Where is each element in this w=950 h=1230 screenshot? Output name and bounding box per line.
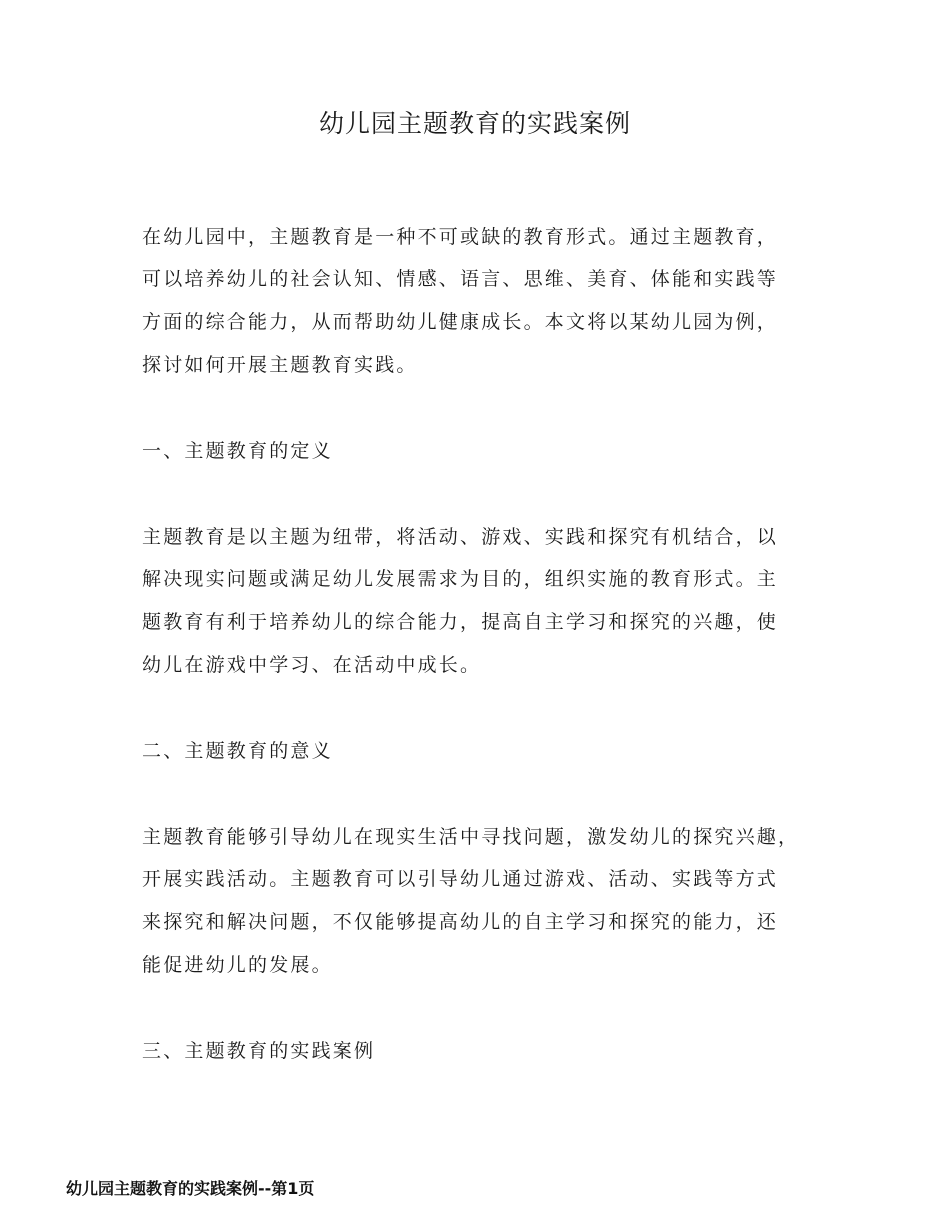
- section-2-heading: 二、主题教育的意义: [142, 740, 333, 762]
- intro-line-2: 可以培养幼儿的社会认知、情感、语言、思维、美育、体能和实践等: [142, 268, 779, 290]
- section-2-line-4: 能促进幼儿的发展。: [142, 954, 333, 976]
- section-1-line-1: 主题教育是以主题为纽带，将活动、游戏、实践和探究有机结合，以: [142, 526, 779, 548]
- intro-line-3: 方面的综合能力，从而帮助幼儿健康成长。本文将以某幼儿园为例，: [142, 311, 779, 333]
- intro-line-1: 在幼儿园中，主题教育是一种不可或缺的教育形式。通过主题教育，: [142, 226, 779, 248]
- section-1-line-4: 幼儿在游戏中学习、在活动中成长。: [142, 654, 482, 676]
- section-1-line-3: 题教育有利于培养幼儿的综合能力，提高自主学习和探究的兴趣，使: [142, 611, 779, 633]
- section-1-heading: 一、主题教育的定义: [142, 440, 333, 462]
- intro-line-4: 探讨如何开展主题教育实践。: [142, 354, 418, 376]
- section-2-line-3: 来探究和解决问题，不仅能够提高幼儿的自主学习和探究的能力，还: [142, 911, 779, 933]
- section-1-line-2: 解决现实问题或满足幼儿发展需求为目的，组织实施的教育形式。主: [142, 568, 779, 590]
- page-footer: 幼儿园主题教育的实践案例--第1页: [66, 1179, 315, 1198]
- section-2-line-2: 开展实践活动。主题教育可以引导幼儿通过游戏、活动、实践等方式: [142, 868, 779, 890]
- section-2-line-1: 主题教育能够引导幼儿在现实生活中寻找问题，激发幼儿的探究兴趣，: [142, 826, 800, 848]
- document-title: 幼儿园主题教育的实践案例: [318, 109, 631, 138]
- section-3-heading: 三、主题教育的实践案例: [142, 1040, 376, 1062]
